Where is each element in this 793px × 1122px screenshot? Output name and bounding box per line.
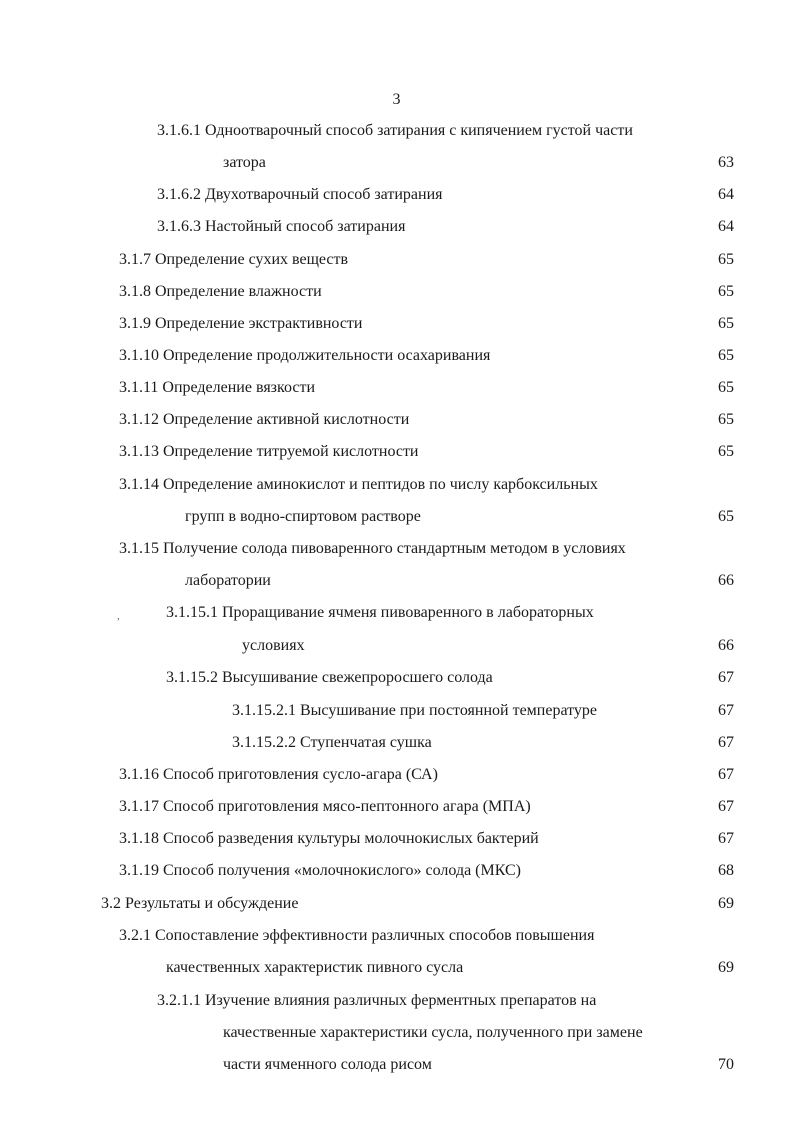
toc-entry-page: 67 bbox=[718, 669, 734, 686]
toc-entry-title: 3.1.17 Способ приготовления мясо-пептонного агара (МПА) bbox=[119, 798, 531, 815]
toc-entry-title: 3.1.12 Определение активной кислотности bbox=[119, 411, 410, 428]
toc-entry-page: 69 bbox=[718, 959, 734, 976]
toc-entry-title: 3.1.15 Получение солода пивоваренного стандартным методом в условиях bbox=[119, 540, 626, 557]
toc-entry-page: 65 bbox=[718, 443, 734, 460]
toc-entry-page: 70 bbox=[718, 1056, 734, 1073]
toc-entry-title: 3.1.6.3 Настойный способ затирания bbox=[157, 218, 406, 235]
toc-entry-title: 3.1.15.2.1 Высушивание при постоянной температуре bbox=[232, 702, 598, 719]
toc-entry-page: 64 bbox=[718, 218, 734, 235]
toc-entry-page: 65 bbox=[718, 411, 734, 428]
toc-entry-title-cont: условиях bbox=[242, 637, 305, 654]
toc-entry-page: 65 bbox=[718, 251, 734, 268]
toc-entry-title: 3.1.15.2 Высушивание свежепроросшего солода bbox=[166, 669, 493, 686]
toc-entry-page: 63 bbox=[718, 154, 734, 171]
toc-entry-page: 67 bbox=[718, 830, 734, 847]
toc-entry-title-cont: лаборатории bbox=[185, 572, 271, 589]
page-number: 3 bbox=[392, 91, 401, 108]
toc-entry-title: 3.1.11 Определение вязкости bbox=[119, 379, 316, 396]
toc-entry-title: 3.1.19 Способ получения «молочнокислого» солода (МКС) bbox=[119, 862, 522, 879]
margin-speck: , bbox=[117, 610, 120, 622]
toc-entry-page: 67 bbox=[718, 798, 734, 815]
toc-entry-title: 3.2.1.1 Изучение влияния различных ферментных препаратов на bbox=[157, 992, 597, 1009]
toc-entry-page: 67 bbox=[718, 734, 734, 751]
toc-entry-title: 3.1.6.1 Одноотварочный способ затирания с кипячением густой части bbox=[157, 122, 633, 139]
toc-entry-title-cont: групп в водно-спиртовом растворе bbox=[185, 508, 421, 525]
toc-entry-title: 3.1.18 Способ разведения культуры молочнокислых бактерий bbox=[119, 830, 539, 847]
toc-entry-page: 65 bbox=[718, 508, 734, 525]
toc-entry-page: 67 bbox=[718, 702, 734, 719]
toc-entry-title: 3.1.10 Определение продолжительности осахаривания bbox=[119, 347, 491, 364]
toc-entry-title: 3.1.9 Определение экстрактивности bbox=[119, 315, 363, 332]
toc-entry-title: 3.1.13 Определение титруемой кислотности bbox=[119, 443, 419, 460]
toc-entry-page: 66 bbox=[718, 637, 734, 654]
toc-entry-title-cont: качественных характеристик пивного сусла bbox=[166, 959, 464, 976]
toc-entry-page: 65 bbox=[718, 315, 734, 332]
toc-entry-page: 68 bbox=[718, 862, 734, 879]
toc-entry-title: 3.1.6.2 Двухотварочный способ затирания bbox=[157, 186, 443, 203]
toc-entry-title: 3.1.8 Определение влажности bbox=[119, 283, 322, 300]
toc-entry-page: 65 bbox=[718, 283, 734, 300]
toc-entry-title-cont: части ячменного солода рисом bbox=[223, 1056, 432, 1073]
toc-entry-title: 3.1.15.1 Проращивание ячменя пивоваренного в лабораторных bbox=[166, 604, 594, 621]
toc-entry-title-cont: затора bbox=[223, 154, 266, 171]
toc-entry-page: 66 bbox=[718, 572, 734, 589]
toc-entry-page: 65 bbox=[718, 379, 734, 396]
toc-entry-title-cont: качественные характеристики сусла, полученного при замене bbox=[223, 1024, 643, 1041]
toc-entry-title: 3.1.15.2.2 Ступенчатая сушка bbox=[232, 734, 432, 751]
toc-entry-title: 3.1.7 Определение сухих веществ bbox=[119, 251, 349, 268]
toc-entry-page: 69 bbox=[718, 895, 734, 912]
toc-entry-page: 64 bbox=[718, 186, 734, 203]
toc-entry-page: 67 bbox=[718, 766, 734, 783]
toc-entry-title: 3.1.16 Способ приготовления сусло-агара (СА) bbox=[119, 766, 438, 783]
toc-entry-title: 3.2 Результаты и обсуждение bbox=[101, 895, 299, 912]
toc-entry-page: 65 bbox=[718, 347, 734, 364]
toc-entry-title: 3.1.14 Определение аминокислот и пептидов по числу карбоксильных bbox=[119, 476, 598, 493]
toc-entry-title: 3.2.1 Сопоставление эффективности различных способов повышения bbox=[119, 927, 595, 944]
